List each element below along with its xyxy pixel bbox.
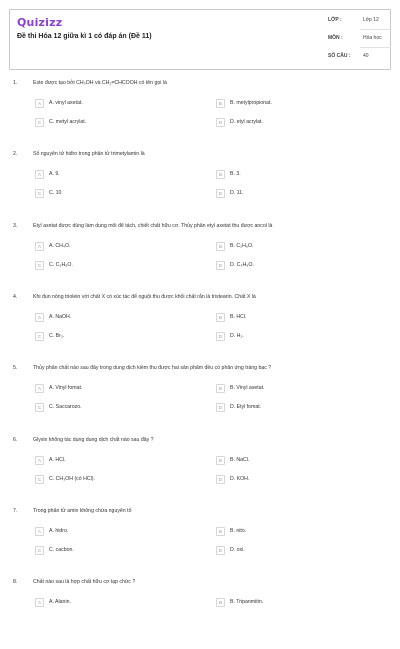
answer-option-d[interactable]: [216, 260, 366, 272]
question-number: 1.: [13, 80, 18, 86]
option-letter-box[interactable]: A: [35, 99, 44, 108]
option-letter-box[interactable]: B: [216, 313, 225, 322]
option-text: D. etyl acrylat.: [230, 119, 263, 125]
option-text: C. C₃H₈O.: [49, 261, 73, 268]
option-text: A. HCl.: [49, 456, 66, 463]
answer-option-c[interactable]: [35, 260, 185, 272]
question-text: Glyxin không tác dụng dung dịch chất nào sau đây ?: [33, 436, 154, 443]
question-text: Khi đun nóng triolein với chất X có xúc tác để nguội thu được khối chất rắn là tristearin. Chất X là: [33, 293, 256, 300]
answer-option-c[interactable]: [35, 545, 185, 557]
answer-option-a[interactable]: [35, 98, 185, 110]
answer-option-c[interactable]: [35, 188, 185, 200]
question-text: Thủy phân chất nào sau đây trong dung dịch kiềm thu được hai sản phẩm đều có phản ứng tráng bạc ?: [33, 365, 272, 372]
answer-option-b[interactable]: [216, 312, 366, 324]
option-text: C. 10.: [49, 190, 63, 197]
option-text: B. nito.: [230, 527, 247, 534]
option-letter-box[interactable]: D: [216, 475, 225, 484]
option-text: C. CH₃OH (có HCl).: [49, 475, 95, 482]
option-text: A. 9.: [49, 171, 60, 178]
question-item: [0, 508, 400, 578]
meta-key: MÔN :: [328, 35, 343, 41]
question-item: [0, 579, 400, 649]
meta-row-class: [318, 12, 392, 30]
answer-option-d[interactable]: [216, 402, 366, 414]
question-number: 2.: [13, 151, 18, 158]
answer-option-b[interactable]: [216, 455, 366, 467]
answer-option-c[interactable]: [35, 474, 185, 486]
option-text: C. cacbon.: [49, 546, 74, 553]
answer-option-d[interactable]: [216, 545, 366, 557]
meta-key: LỚP :: [328, 17, 342, 23]
answer-option-c[interactable]: [35, 402, 185, 414]
option-letter-box[interactable]: D: [216, 403, 225, 412]
option-letter-box[interactable]: A: [35, 170, 44, 179]
question-number: 8.: [13, 579, 18, 586]
option-letter-box[interactable]: A: [35, 313, 44, 322]
answer-option-a[interactable]: [35, 312, 185, 324]
option-text: D. oxi.: [230, 546, 245, 553]
question-item: [0, 294, 400, 364]
question-number: 3.: [13, 222, 18, 229]
question-number: 4.: [13, 293, 18, 300]
option-text: D. H₂.: [230, 332, 244, 339]
option-letter-box[interactable]: B: [216, 170, 225, 179]
option-letter-box[interactable]: D: [216, 546, 225, 555]
question-number: 7.: [13, 507, 18, 514]
option-letter-box[interactable]: B: [216, 99, 225, 108]
meta-row-count: [318, 48, 392, 66]
meta-value: Lớp 12: [363, 17, 379, 23]
option-letter-box[interactable]: C: [35, 403, 44, 412]
option-letter-box[interactable]: B: [216, 384, 225, 393]
option-letter-box[interactable]: B: [216, 456, 225, 465]
option-text: C. Br₂.: [49, 332, 65, 339]
worksheet-header: [9, 9, 391, 70]
question-text: Chất nào sau là hợp chất hữu cơ tạp chức ?: [33, 579, 136, 586]
answer-option-c[interactable]: [35, 331, 185, 343]
option-letter-box[interactable]: A: [35, 598, 44, 607]
meta-value: Hóa học: [363, 35, 382, 41]
answer-option-b[interactable]: [216, 98, 366, 110]
option-letter-box[interactable]: D: [216, 332, 225, 341]
option-letter-box[interactable]: A: [35, 384, 44, 393]
question-item: [0, 80, 400, 150]
question-item: [0, 437, 400, 507]
quizizz-logo: Quizizz: [17, 16, 63, 29]
option-text: B. NaCl.: [230, 456, 250, 463]
option-letter-box[interactable]: A: [35, 242, 44, 251]
option-letter-box[interactable]: A: [35, 456, 44, 465]
answer-option-b[interactable]: [216, 383, 366, 395]
option-text: A. Vinyl fomat.: [49, 385, 83, 392]
meta-key: SỐ CÂU :: [328, 53, 351, 59]
option-letter-box[interactable]: C: [35, 475, 44, 484]
answer-option-b[interactable]: [216, 597, 366, 609]
option-letter-box[interactable]: C: [35, 332, 44, 341]
question-text: Trong phân tử amin không chứa nguyên tố: [33, 507, 132, 514]
answer-option-a[interactable]: [35, 597, 185, 609]
option-text: B. C₂H₆O.: [230, 242, 254, 249]
option-text: D. 11.: [230, 190, 244, 197]
question-item: [0, 365, 400, 435]
option-letter-box[interactable]: C: [35, 261, 44, 270]
answer-option-a[interactable]: [35, 383, 185, 395]
question-text: Este được tạo bởi CH₃OH và CH₂=CHCOOH có tên gọi là: [33, 80, 167, 86]
option-text: A. NaOH.: [49, 313, 72, 320]
answer-option-d[interactable]: [216, 331, 366, 343]
option-text: D. KOH.: [230, 475, 250, 482]
option-letter-box[interactable]: D: [216, 189, 225, 198]
meta-value: 40: [363, 53, 369, 59]
question-text: Etyl axetat được dùng làm dung môi để tách, chiết chất hữu cơ. Thủy phân etyl axetat thu được ancol là: [33, 222, 273, 229]
option-text: C. Saccarozo.: [49, 404, 82, 411]
meta-row-subject: [318, 30, 392, 48]
answer-option-a[interactable]: [35, 455, 185, 467]
option-text: B. Tripanmitin.: [230, 599, 264, 606]
option-text: A. hidro.: [49, 527, 69, 534]
option-text: A. Alanin.: [49, 599, 71, 606]
answer-option-b[interactable]: [216, 169, 366, 181]
option-letter-box[interactable]: C: [35, 118, 44, 127]
option-text: C. metyl acrylat.: [49, 119, 87, 125]
option-letter-box[interactable]: B: [216, 598, 225, 607]
option-text: A. CH₄O.: [49, 242, 71, 249]
answer-option-c[interactable]: [35, 117, 185, 129]
answer-option-d[interactable]: [216, 117, 366, 129]
question-number: 6.: [13, 436, 18, 443]
option-text: B. HCl.: [230, 313, 247, 320]
option-letter-box[interactable]: C: [35, 189, 44, 198]
option-text: B. metylpropionat.: [230, 100, 272, 106]
option-letter-box[interactable]: B: [216, 527, 225, 536]
worksheet-meta: [318, 10, 392, 69]
option-letter-box[interactable]: D: [216, 118, 225, 127]
worksheet-title: Đề thi Hóa 12 giữa kì 1 có đáp án (Đề 11): [17, 33, 152, 40]
option-text: D. Etyl fomat.: [230, 404, 262, 411]
answer-option-a[interactable]: [35, 169, 185, 181]
answer-option-a[interactable]: [35, 526, 185, 538]
option-text: B. 3.: [230, 171, 241, 178]
option-letter-box[interactable]: A: [35, 527, 44, 536]
option-letter-box[interactable]: D: [216, 261, 225, 270]
question-item: [0, 151, 400, 221]
answer-option-b[interactable]: [216, 241, 366, 253]
answer-option-d[interactable]: [216, 188, 366, 200]
question-item: [0, 223, 400, 293]
question-number: 5.: [13, 365, 18, 372]
option-text: A. vinyl axetat.: [49, 100, 83, 106]
question-text: Số nguyên tử hiđro trong phân tử trimetylamin là: [33, 151, 145, 158]
option-text: B. Vinyl axetat.: [230, 385, 265, 392]
option-text: D. C₃H₆O.: [230, 261, 254, 268]
answer-option-b[interactable]: [216, 526, 366, 538]
option-letter-box[interactable]: B: [216, 242, 225, 251]
option-letter-box[interactable]: C: [35, 546, 44, 555]
answer-option-a[interactable]: [35, 241, 185, 253]
answer-option-d[interactable]: [216, 474, 366, 486]
